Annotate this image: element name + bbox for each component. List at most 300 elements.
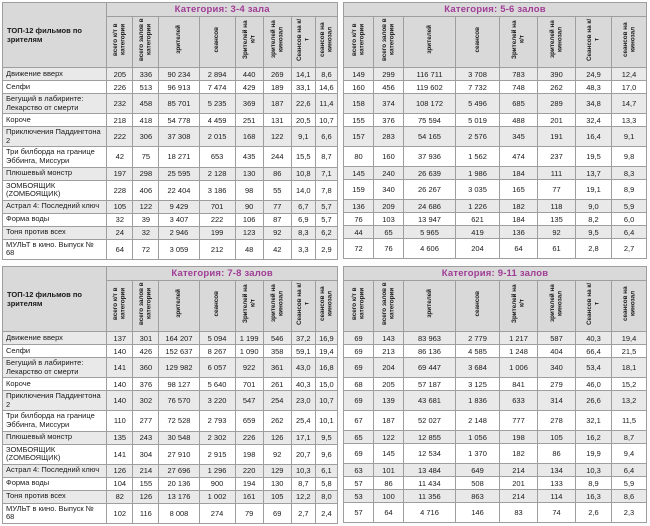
data-cell: 87 (263, 213, 291, 226)
data-cell: 474 (500, 147, 538, 167)
column-header-label: Сеансов на к/т (295, 282, 311, 325)
data-cell: 37 936 (404, 147, 456, 167)
data-cell: 102 (107, 503, 133, 523)
table-row (3, 213, 338, 226)
data-cell: 212 (199, 239, 235, 259)
data-cell: 126 (263, 431, 291, 444)
data-cell: 100 (374, 490, 404, 503)
data-cell: 2 894 (199, 68, 235, 81)
data-cell: 13 176 (159, 490, 199, 503)
data-cell: 83 (500, 503, 538, 523)
column-header-label: Зрителей на к/т (511, 284, 526, 323)
data-cell: 59,1 (291, 345, 315, 358)
data-cell: 7 474 (199, 81, 235, 94)
data-cell: 9,0 (576, 200, 612, 213)
data-cell: 262 (538, 81, 576, 94)
data-cell: 685 (500, 94, 538, 114)
data-cell: 160 (374, 147, 404, 167)
data-cell: 72 (133, 239, 159, 259)
data-cell: 458 (133, 94, 159, 114)
data-cell: 63 (344, 464, 374, 477)
column-header (107, 17, 133, 68)
column-header (159, 281, 199, 332)
data-cell: 11 356 (404, 490, 456, 503)
data-cell: 222 (107, 127, 133, 147)
data-cell: 86 136 (404, 345, 456, 358)
data-cell: 16,3 (576, 490, 612, 503)
data-cell: 67 (344, 411, 374, 431)
data-cell: 6,9 (291, 213, 315, 226)
data-cell: 302 (133, 391, 159, 411)
data-cell: 19,4 (612, 332, 647, 345)
data-cell: 22 404 (159, 180, 199, 200)
column-header (404, 17, 456, 68)
data-cell: 8,7 (291, 477, 315, 490)
table-row (344, 68, 647, 81)
table-row (344, 464, 647, 477)
data-cell: 1 217 (500, 332, 538, 345)
data-cell: 2 915 (199, 444, 235, 464)
column-header-label: Сеансов на к/т (586, 282, 601, 325)
data-cell: 277 (133, 411, 159, 431)
data-cell: 18,1 (612, 358, 647, 378)
data-cell: 66,4 (576, 345, 612, 358)
data-cell: 40,3 (576, 332, 612, 345)
data-cell: 841 (500, 378, 538, 391)
data-cell: 118 (538, 200, 576, 213)
data-cell: 105 (538, 431, 576, 444)
data-cell: 2 793 (199, 411, 235, 431)
data-cell: 68 (344, 378, 374, 391)
data-cell: 145 (374, 444, 404, 464)
data-cell: 5,9 (612, 477, 647, 490)
data-cell: 55 (263, 180, 291, 200)
data-cell: 336 (133, 68, 159, 81)
data-cell: 69 (344, 332, 374, 345)
data-cell: 226 (235, 431, 263, 444)
category-title: Категория: 3-4 зала (107, 3, 338, 17)
data-cell: 5 235 (199, 94, 235, 114)
data-cell: 2 128 (199, 167, 235, 180)
film-label: Движение вверх (3, 68, 107, 81)
data-cell: 27 696 (159, 464, 199, 477)
data-cell: 209 (374, 200, 404, 213)
data-cell: 69 (344, 444, 374, 464)
data-cell: 1 562 (456, 147, 500, 167)
films-data-table (343, 2, 647, 259)
column-header-label: зрителей (175, 25, 183, 54)
data-cell: 44 (344, 226, 374, 239)
data-cell: 4 585 (456, 345, 500, 358)
column-header-label: зрителей (175, 289, 183, 318)
data-cell: 79 (235, 503, 263, 523)
data-cell: 168 (235, 127, 263, 147)
data-cell: 141 (107, 358, 133, 378)
data-cell: 105 (263, 490, 291, 503)
table-row (344, 411, 647, 431)
data-cell: 777 (500, 411, 538, 431)
data-cell: 155 (344, 114, 374, 127)
data-cell: 783 (500, 68, 538, 81)
table-row (3, 345, 338, 358)
data-cell: 6,4 (612, 226, 647, 239)
data-cell: 43 681 (404, 391, 456, 411)
data-cell: 1 226 (456, 200, 500, 213)
data-cell: 159 (344, 180, 374, 200)
data-cell: 2 779 (456, 332, 500, 345)
data-cell: 160 (344, 81, 374, 94)
table-row (3, 378, 338, 391)
film-label: Тоня против всех (3, 226, 107, 239)
data-cell: 16,4 (576, 127, 612, 147)
column-header-label: зрителей (425, 25, 433, 54)
table-row (344, 378, 647, 391)
data-cell: 17,0 (612, 81, 647, 94)
table-row (3, 239, 338, 259)
data-cell: 5 094 (199, 332, 235, 345)
data-cell: 508 (456, 477, 500, 490)
data-cell: 748 (500, 81, 538, 94)
data-cell: 2,9 (315, 239, 337, 259)
column-header (404, 281, 456, 332)
data-cell: 8,6 (612, 490, 647, 503)
data-cell: 77 (263, 200, 291, 213)
data-cell: 122 (263, 127, 291, 147)
data-cell: 5 496 (456, 94, 500, 114)
data-cell: 1 836 (456, 391, 500, 411)
data-cell: 374 (374, 94, 404, 114)
film-label: Форма воды (3, 213, 107, 226)
data-cell: 659 (235, 411, 263, 431)
data-cell: 9,1 (291, 127, 315, 147)
column-header (576, 17, 612, 68)
data-cell: 75 (133, 147, 159, 167)
data-cell: 130 (235, 167, 263, 180)
table-category-5-6-halls (343, 2, 647, 259)
data-cell: 30 548 (159, 431, 199, 444)
film-label: Плюшевый монстр (3, 167, 107, 180)
data-cell: 134 (538, 464, 576, 477)
film-label: ЗОМБОЯЩИК (ZОМБОЯЩИК) (3, 180, 107, 200)
table-row (3, 490, 338, 503)
column-header (315, 281, 337, 332)
data-cell: 76 (344, 213, 374, 226)
data-cell: 108 172 (404, 94, 456, 114)
data-cell: 5,7 (315, 213, 337, 226)
data-cell: 92 (263, 226, 291, 239)
column-header-label: Зрителей на к/т (511, 20, 526, 59)
data-cell: 2,7 (612, 239, 647, 259)
data-cell: 298 (133, 167, 159, 180)
data-cell: 279 (538, 378, 576, 391)
data-cell: 25,4 (291, 411, 315, 431)
table-category-3-4-halls (2, 2, 338, 260)
film-label: Три билборда на границе Эббинга, Миссури (3, 411, 107, 431)
table-row (3, 114, 338, 127)
data-cell: 48 (235, 239, 263, 259)
data-cell: 187 (263, 94, 291, 114)
column-header (500, 17, 538, 68)
data-cell: 269 (263, 68, 291, 81)
data-cell: 1 199 (235, 332, 263, 345)
data-cell: 149 (344, 68, 374, 81)
data-cell: 1 002 (199, 490, 235, 503)
data-cell: 8 008 (159, 503, 199, 523)
films-data-table (2, 2, 338, 260)
data-cell: 10,7 (315, 114, 337, 127)
data-cell: 37 308 (159, 127, 199, 147)
data-cell: 54 778 (159, 114, 199, 127)
data-cell: 76 (374, 239, 404, 259)
data-cell: 1 006 (500, 358, 538, 378)
column-header-label: сеансов (473, 26, 481, 53)
table-row (344, 94, 647, 114)
column-header (456, 17, 500, 68)
data-cell: 130 (263, 477, 291, 490)
data-cell: 136 (344, 200, 374, 213)
column-header (344, 17, 374, 68)
data-cell: 2 015 (199, 127, 235, 147)
data-cell: 40,3 (291, 378, 315, 391)
category-title: Категория: 5-6 залов (344, 3, 647, 17)
data-cell: 53 (344, 490, 374, 503)
data-cell: 32 (107, 213, 133, 226)
data-cell: 621 (456, 213, 500, 226)
data-cell: 98 (235, 180, 263, 200)
column-header (612, 17, 647, 68)
column-header-label: сеансов на кинозал (318, 22, 334, 57)
data-cell: 110 (107, 411, 133, 431)
data-cell: 145 (344, 167, 374, 180)
data-cell: 10,3 (576, 464, 612, 477)
data-cell: 43,0 (291, 358, 315, 378)
column-header (159, 17, 199, 68)
column-header (199, 281, 235, 332)
film-label: Движение вверх (3, 332, 107, 345)
column-header-label: зрителей на кинозал (269, 284, 285, 323)
data-cell: 301 (133, 332, 159, 345)
data-cell: 135 (107, 431, 133, 444)
data-cell: 633 (500, 391, 538, 411)
data-cell: 12,4 (612, 68, 647, 81)
table-row (3, 444, 338, 464)
data-cell: 456 (374, 81, 404, 94)
data-cell: 204 (374, 358, 404, 378)
data-cell: 98 127 (159, 378, 199, 391)
table-row (3, 167, 338, 180)
table-row (3, 411, 338, 431)
data-cell: 114 (538, 490, 576, 503)
data-cell: 3 059 (159, 239, 199, 259)
data-cell: 2,3 (612, 503, 647, 523)
table-row (344, 358, 647, 378)
data-cell: 9,5 (576, 226, 612, 239)
film-label: Короче (3, 378, 107, 391)
data-cell: 26,6 (576, 391, 612, 411)
data-cell: 13 947 (404, 213, 456, 226)
data-cell: 11 434 (404, 477, 456, 490)
data-cell: 34,8 (576, 94, 612, 114)
data-cell: 80 (344, 147, 374, 167)
data-cell: 69 447 (404, 358, 456, 378)
data-cell: 24 686 (404, 200, 456, 213)
data-cell: 6,4 (612, 464, 647, 477)
data-cell: 46,0 (576, 378, 612, 391)
column-header (291, 281, 315, 332)
data-cell: 92 (263, 444, 291, 464)
data-cell: 204 (456, 239, 500, 259)
data-cell: 9,6 (315, 444, 337, 464)
data-cell: 64 (374, 503, 404, 523)
data-cell: 3 220 (199, 391, 235, 411)
data-cell: 22,6 (291, 94, 315, 114)
data-cell: 5,8 (315, 477, 337, 490)
table-row (344, 167, 647, 180)
category-title: Категория: 9-11 залов (344, 267, 647, 281)
data-cell: 16,9 (315, 332, 337, 345)
column-header-label: всего к/т в категории (351, 23, 366, 56)
column-header (576, 281, 612, 332)
table-row (344, 332, 647, 345)
table-row (344, 345, 647, 358)
data-cell: 3 035 (456, 180, 500, 200)
data-cell: 13,2 (612, 391, 647, 411)
data-cell: 406 (133, 180, 159, 200)
data-cell: 1 296 (199, 464, 235, 477)
data-cell: 20 136 (159, 477, 199, 490)
column-header (133, 17, 159, 68)
data-cell: 14,6 (315, 81, 337, 94)
data-cell: 20,5 (291, 114, 315, 127)
data-cell: 54 165 (404, 127, 456, 147)
data-cell: 289 (538, 94, 576, 114)
data-cell: 8,3 (612, 167, 647, 180)
data-cell: 2,7 (291, 503, 315, 523)
data-cell: 85 701 (159, 94, 199, 114)
data-cell: 20,7 (291, 444, 315, 464)
data-cell: 1 056 (456, 431, 500, 444)
data-cell: 182 (500, 200, 538, 213)
data-cell: 8,0 (315, 490, 337, 503)
data-cell: 155 (133, 477, 159, 490)
data-cell: 345 (500, 127, 538, 147)
column-header (612, 281, 647, 332)
data-cell: 587 (538, 332, 576, 345)
data-cell: 2,8 (576, 239, 612, 259)
data-cell: 37,2 (291, 332, 315, 345)
table-row (3, 226, 338, 239)
data-cell: 306 (133, 127, 159, 147)
data-cell: 8,7 (612, 431, 647, 444)
data-cell: 232 (107, 94, 133, 114)
data-cell: 15,5 (291, 147, 315, 167)
data-cell: 19,5 (576, 147, 612, 167)
data-cell: 83 963 (404, 332, 456, 345)
data-cell: 278 (538, 411, 576, 431)
data-cell: 6,2 (315, 226, 337, 239)
data-cell: 2 576 (456, 127, 500, 147)
column-header (235, 17, 263, 68)
data-cell: 2 148 (456, 411, 500, 431)
data-cell: 57 187 (404, 378, 456, 391)
data-cell: 64 (107, 239, 133, 259)
table-row (344, 490, 647, 503)
column-header (263, 281, 291, 332)
data-cell: 136 (500, 226, 538, 239)
data-cell: 122 (133, 200, 159, 213)
column-header-label: Зрителей на к/т (241, 20, 257, 59)
data-cell: 237 (538, 147, 576, 167)
column-header-label: зрителей (425, 289, 433, 318)
film-label: Приключения Паддингтона 2 (3, 127, 107, 147)
data-cell: 262 (263, 411, 291, 431)
data-cell: 82 (107, 490, 133, 503)
column-header-label: всего залов в категории (138, 18, 153, 61)
data-cell: 189 (263, 81, 291, 94)
column-header-label: всего залов в категории (381, 282, 396, 325)
data-cell: 404 (538, 345, 576, 358)
data-cell: 8,7 (315, 147, 337, 167)
film-label: Плюшевый монстр (3, 431, 107, 444)
data-cell: 205 (374, 378, 404, 391)
column-header-label: сеансов (213, 290, 221, 317)
data-cell: 13,7 (576, 167, 612, 180)
data-cell: 116 711 (404, 68, 456, 81)
data-cell: 96 913 (159, 81, 199, 94)
data-cell: 8,3 (291, 226, 315, 239)
data-cell: 13,3 (612, 114, 647, 127)
data-cell: 198 (235, 444, 263, 464)
data-cell: 7,1 (315, 167, 337, 180)
column-header (374, 281, 404, 332)
data-cell: 184 (500, 213, 538, 226)
column-header (263, 17, 291, 68)
data-cell: 72 528 (159, 411, 199, 431)
data-cell: 922 (235, 358, 263, 378)
data-cell: 10,3 (291, 464, 315, 477)
data-cell: 32,4 (576, 114, 612, 127)
data-cell: 863 (456, 490, 500, 503)
data-cell: 4 459 (199, 114, 235, 127)
column-header-label: Зрителей на к/т (241, 284, 257, 323)
data-cell: 900 (199, 477, 235, 490)
table-row (344, 147, 647, 167)
data-cell: 131 (263, 114, 291, 127)
data-cell: 6,0 (612, 213, 647, 226)
data-cell: 3 186 (199, 180, 235, 200)
data-cell: 9,1 (612, 127, 647, 147)
table-row (3, 391, 338, 411)
data-cell: 26 639 (404, 167, 456, 180)
data-cell: 19,4 (315, 345, 337, 358)
data-cell: 426 (133, 345, 159, 358)
data-cell: 222 (199, 213, 235, 226)
table-row (3, 200, 338, 213)
data-cell: 243 (133, 431, 159, 444)
table-row (3, 127, 338, 147)
data-cell: 135 (538, 213, 576, 226)
data-cell: 11,5 (612, 411, 647, 431)
data-cell: 14,1 (291, 68, 315, 81)
films-data-table (2, 266, 338, 524)
column-header-label: всего к/т в категории (112, 287, 127, 320)
column-header (315, 17, 337, 68)
data-cell: 105 (107, 200, 133, 213)
data-cell: 488 (500, 114, 538, 127)
data-cell: 161 (235, 490, 263, 503)
table-row (3, 503, 338, 523)
data-cell: 69 (344, 345, 374, 358)
